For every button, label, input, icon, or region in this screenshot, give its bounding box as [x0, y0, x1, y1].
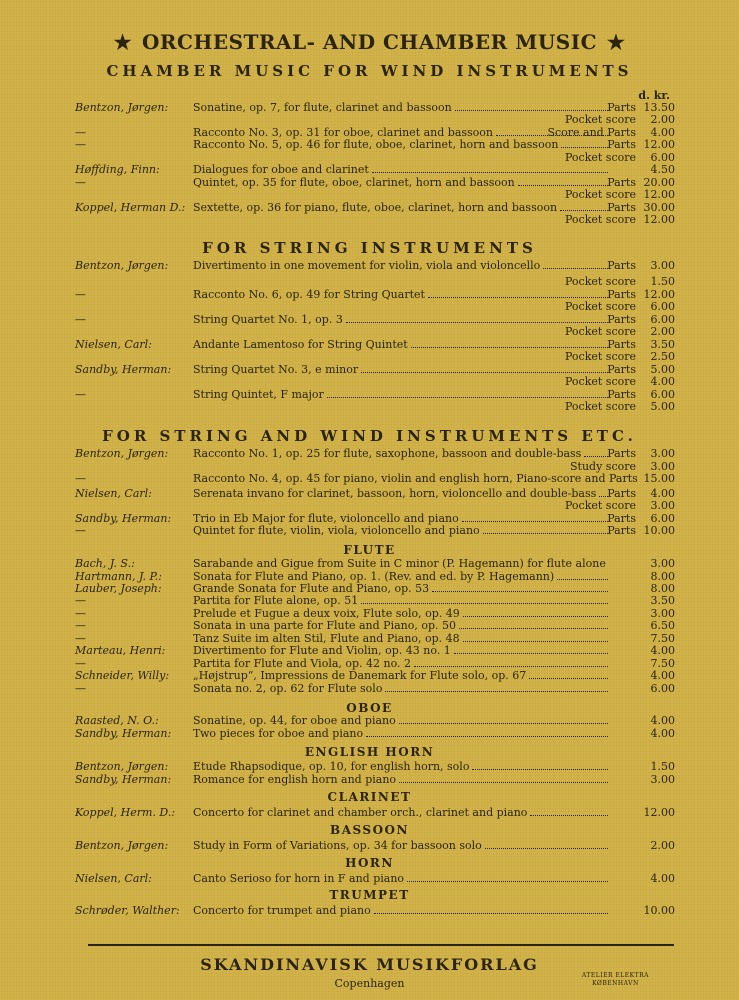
work-title-cell	[193, 872, 611, 885]
table-row	[0, 188, 739, 201]
price: 8.00	[650, 582, 675, 595]
table-row	[0, 682, 739, 695]
price: 20.00	[643, 176, 675, 189]
composer-name: Bentzon, Jørgen:	[75, 839, 169, 852]
composer-name: Bentzon, Jørgen:	[75, 101, 169, 114]
price: 12.00	[643, 288, 675, 301]
work-title: Etude Rhapsodique, op. 10, for english horn, solo	[193, 760, 470, 773]
composer-name: —	[75, 619, 86, 632]
price: 5.00	[650, 363, 675, 376]
composer-name: —	[75, 607, 86, 620]
composer-name: Raasted, N. O.:	[75, 714, 159, 727]
edition-type: Parts	[607, 176, 636, 189]
work-title: Tanz Suite im alten Stil, Flute and Piano, op. 48	[193, 632, 460, 645]
table-row	[0, 138, 739, 151]
dot-leader	[407, 872, 608, 882]
price: 3.50	[650, 594, 675, 607]
section-title-trumpet: TRUMPET	[329, 888, 410, 902]
edition-type: Parts	[607, 101, 636, 114]
section-title-clarinet: CLARINET	[327, 790, 412, 804]
section-title-bassoon: BASSOON	[330, 823, 409, 837]
composer-name: —	[75, 138, 86, 151]
composer-name: Sandby, Herman:	[75, 727, 172, 740]
composer-name: —	[75, 632, 86, 645]
composer-name: Koppel, Herman D.:	[75, 201, 186, 214]
table-row	[0, 773, 739, 786]
work-title: Sextette, op. 36 for piano, flute, oboe, clarinet, horn and bassoon	[193, 201, 558, 214]
work-title: Concerto for trumpet and piano	[193, 904, 371, 917]
dot-leader	[530, 806, 608, 816]
work-title-cell	[193, 619, 611, 632]
work-title: Sonata in una parte for Flute and Piano, op. 50	[193, 619, 457, 632]
edition-type: Study score	[570, 460, 636, 473]
dot-leader	[529, 669, 608, 679]
work-title-cell	[193, 839, 611, 852]
price: 6.00	[650, 313, 675, 326]
work-title-cell	[193, 714, 611, 727]
work-title: Concerto for clarinet and chamber orch., clarinet and piano	[193, 806, 528, 819]
edition-type: Parts	[607, 288, 636, 301]
work-title-cell	[193, 806, 611, 819]
edition-type: Parts	[607, 363, 636, 376]
price: 4.00	[650, 487, 675, 500]
work-title: Dialogues for oboe and clarinet	[193, 163, 369, 176]
price: 2.50	[650, 350, 675, 363]
composer-name: Bach, J. S.:	[75, 557, 135, 570]
price: 12.00	[643, 138, 675, 151]
composer-name: —	[75, 682, 86, 695]
work-title-cell	[193, 727, 611, 740]
edition-type: Parts	[607, 447, 636, 460]
work-title-cell	[193, 760, 611, 773]
dot-leader	[385, 682, 608, 692]
composer-name: Nielsen, Carl:	[75, 487, 152, 500]
page-title	[0, 30, 739, 54]
work-title-cell	[193, 557, 611, 570]
dot-leader	[459, 619, 608, 629]
edition-type: Parts	[607, 388, 636, 401]
table-row	[0, 669, 739, 682]
composer-name: Bentzon, Jørgen:	[75, 447, 169, 460]
work-title: Partita for Flute and Viola, op. 42 no. 2	[193, 657, 412, 670]
work-title: Andante Lamentoso for String Quintet	[193, 338, 408, 351]
price: 3.00	[650, 773, 675, 786]
table-row	[0, 300, 739, 313]
dot-leader	[414, 657, 608, 667]
section-title-wind: CHAMBER MUSIC FOR WIND INSTRUMENTS	[106, 62, 633, 80]
composer-name: Sandby, Herman:	[75, 363, 172, 376]
table-row	[0, 259, 739, 272]
price: 10.00	[643, 524, 675, 537]
price: 7.50	[650, 632, 675, 645]
table-row	[0, 557, 739, 570]
work-title: Study in Form of Variations, op. 34 for bassoon solo	[193, 839, 482, 852]
dot-leader	[463, 607, 608, 617]
composer-name: Sandby, Herman:	[75, 773, 172, 786]
table-row	[0, 619, 739, 632]
stamp-line: ATELIER ELEKTRA	[581, 972, 649, 979]
price: 5.00	[650, 400, 675, 413]
price: 3.00	[650, 259, 675, 272]
work-title: Partita for Flute alone, op. 51	[193, 594, 359, 607]
edition-type: Parts	[607, 138, 636, 151]
table-row	[0, 644, 739, 657]
price: 3.00	[650, 607, 675, 620]
work-title: Prelude et Fugue a deux voix, Flute solo, op. 49	[193, 607, 460, 620]
edition-type: Parts	[607, 338, 636, 351]
work-title: Sonata no. 2, op. 62 for Flute solo	[193, 682, 383, 695]
edition-type: Pocket score	[564, 375, 636, 388]
edition-type: Pocket score	[564, 350, 636, 363]
work-title: Sonata for Flute and Piano, op. 1. (Rev. and ed. by P. Hagemann)	[193, 570, 555, 583]
dot-leader	[454, 644, 608, 654]
work-title: Sonatine, op. 7, for flute, clarinet and bassoon	[193, 101, 452, 114]
work-title-cell	[193, 904, 611, 917]
work-title: Racconto No. 6, op. 49 for String Quartet	[193, 288, 425, 301]
composer-name: Hartmann, J. P.:	[75, 570, 162, 583]
price: 3.00	[650, 460, 675, 473]
edition-type: Pocket score	[564, 300, 636, 313]
price: 6.00	[650, 151, 675, 164]
dot-leader	[399, 714, 608, 724]
table-row	[0, 213, 739, 226]
dot-leader	[432, 582, 608, 592]
table-row	[0, 806, 739, 819]
table-row	[0, 839, 739, 852]
dot-leader	[374, 904, 608, 914]
work-title: Divertimento for Flute and Violin, op. 43 no. 1	[193, 644, 451, 657]
printer-stamp	[582, 972, 649, 988]
price: 3.50	[650, 338, 675, 351]
composer-name: Nielsen, Carl:	[75, 338, 152, 351]
price: 12.00	[643, 188, 675, 201]
work-title-cell	[193, 472, 653, 485]
edition-type: Parts	[607, 512, 636, 525]
dot-leader	[485, 839, 608, 849]
page-title-text: ORCHESTRAL- AND CHAMBER MUSIC	[142, 30, 597, 54]
price: 2.00	[650, 839, 675, 852]
table-row	[0, 350, 739, 363]
work-title: Quintet for flute, violin, viola, violoncello and piano	[193, 524, 480, 537]
dot-leader	[372, 163, 608, 173]
price: 12.00	[643, 213, 675, 226]
stamp-line: KØBENHAVN	[592, 980, 639, 987]
composer-name: Bentzon, Jørgen:	[75, 760, 169, 773]
work-title: Racconto No. 1, op. 25 for flute, saxophone, bassoon and double-bass	[193, 447, 582, 460]
edition-type: Parts	[607, 487, 636, 500]
price: 6.00	[650, 682, 675, 695]
edition-type: Parts	[607, 524, 636, 537]
table-row	[0, 499, 739, 512]
work-title: Racconto No. 3, op. 31 for oboe, clarinet and bassoon	[193, 126, 494, 139]
price: 6.50	[650, 619, 675, 632]
composer-name: Sandby, Herman:	[75, 512, 172, 525]
dot-leader	[361, 594, 608, 604]
composer-name: Schrøder, Walther:	[75, 904, 180, 917]
work-title-cell	[193, 594, 611, 607]
edition-type: Score and Parts	[547, 126, 636, 139]
price: 4.00	[650, 375, 675, 388]
price: 6.00	[650, 388, 675, 401]
composer-name: —	[75, 388, 86, 401]
section-title-english-horn: ENGLISH HORN	[304, 745, 435, 759]
price: 13.50	[643, 101, 675, 114]
work-title: Trio in Eb Major for flute, violoncello and piano	[193, 512, 459, 525]
price: 10.00	[643, 904, 675, 917]
composer-name: —	[75, 313, 86, 326]
price: 4.00	[650, 727, 675, 740]
dot-leader	[472, 760, 608, 770]
table-row	[0, 472, 739, 485]
work-title: Sarabande and Gigue from Suite in C minor (P. Hagemann) for flute alone	[193, 557, 606, 570]
price: 2.00	[650, 113, 675, 126]
composer-name: —	[75, 472, 86, 485]
star-icon: ★	[113, 30, 132, 54]
publisher-city: Copenhagen	[334, 977, 405, 990]
composer-name: Marteau, Henri:	[75, 644, 166, 657]
edition-type: Pocket score	[564, 499, 636, 512]
price: 3.00	[650, 557, 675, 570]
composer-name: Lauber, Joseph:	[75, 582, 162, 595]
work-title: String Quartet No. 1, op. 3	[193, 313, 343, 326]
dot-leader	[399, 773, 608, 783]
table-row	[0, 447, 739, 460]
table-row	[0, 325, 739, 338]
work-title: Racconto No. 4, op. 45 for piano, violin and english horn, Piano-score and Parts	[193, 472, 638, 485]
price: 6.00	[650, 512, 675, 525]
price: 15.00	[643, 472, 675, 485]
work-title: Sonatine, op. 44, for oboe and piano	[193, 714, 396, 727]
price: 8.00	[650, 570, 675, 583]
price: 6.00	[650, 300, 675, 313]
price: 4.00	[650, 714, 675, 727]
section-title-oboe: OBOE	[346, 701, 393, 715]
price: 4.00	[650, 126, 675, 139]
table-row	[0, 113, 739, 126]
section-title-string: FOR STRING INSTRUMENTS	[202, 239, 537, 257]
work-title: Two pieces for oboe and piano	[193, 727, 364, 740]
price: 7.50	[650, 657, 675, 670]
table-row	[0, 524, 739, 537]
composer-name: —	[75, 176, 86, 189]
table-row	[0, 714, 739, 727]
edition-type: Pocket score	[564, 151, 636, 164]
composer-name: Schneider, Willy:	[75, 669, 170, 682]
price: 2.00	[650, 325, 675, 338]
price: 4.50	[650, 163, 675, 176]
edition-type: Pocket score	[564, 275, 636, 288]
price: 4.00	[650, 669, 675, 682]
section-title-horn: HORN	[345, 856, 394, 870]
work-title: Serenata invano for clarinet, bassoon, horn, violoncello and double-bass	[193, 487, 597, 500]
edition-type: Pocket score	[564, 113, 636, 126]
price: 12.00	[643, 806, 675, 819]
dot-leader	[557, 570, 608, 580]
footer-divider	[88, 944, 674, 946]
work-title-cell	[193, 669, 611, 682]
section-title-string-wind: FOR STRING AND WIND INSTRUMENTS ETC.	[102, 427, 637, 445]
table-row	[0, 163, 739, 176]
edition-type: Pocket score	[564, 188, 636, 201]
table-row	[0, 872, 739, 885]
edition-type: Pocket score	[564, 400, 636, 413]
currency-header: d. kr.	[638, 89, 670, 102]
composer-name: Nielsen, Carl:	[75, 872, 152, 885]
work-title: „Højstrup“, Impressions de Danemark for Flute solo, op. 67	[193, 669, 527, 682]
price: 30.00	[643, 201, 675, 214]
work-title: String Quintet, F major	[193, 388, 324, 401]
price: 4.00	[650, 644, 675, 657]
price: 1.50	[650, 275, 675, 288]
dot-leader	[463, 632, 608, 642]
work-title-cell	[193, 773, 611, 786]
table-row	[0, 275, 739, 288]
table-row	[0, 400, 739, 413]
work-title-cell	[193, 163, 611, 176]
work-title-cell	[193, 644, 611, 657]
publisher-name: SKANDINAVISK MUSIKFORLAG	[200, 955, 539, 974]
composer-name: —	[75, 657, 86, 670]
edition-type: Pocket score	[564, 213, 636, 226]
star-icon: ★	[607, 30, 626, 54]
section-title-flute: FLUTE	[343, 543, 396, 557]
work-title: String Quartet No. 3, e minor	[193, 363, 359, 376]
table-row	[0, 760, 739, 773]
table-row	[0, 904, 739, 917]
table-row	[0, 727, 739, 740]
work-title: Romance for english horn and piano	[193, 773, 397, 786]
composer-name: —	[75, 126, 86, 139]
work-title: Canto Serioso for horn in F and piano	[193, 872, 405, 885]
work-title: Racconto No. 5, op. 46 for flute, oboe, clarinet, horn and bassoon	[193, 138, 559, 151]
edition-type: Parts	[607, 259, 636, 272]
work-title: Quintet, op. 35 for flute, oboe, clarinet, horn and bassoon	[193, 176, 515, 189]
work-title: Grande Sonata for Flute and Piano, op. 53	[193, 582, 430, 595]
price: 1.50	[650, 760, 675, 773]
composer-name: Høffding, Finn:	[75, 163, 160, 176]
edition-type: Parts	[607, 201, 636, 214]
composer-name: —	[75, 594, 86, 607]
composer-name: —	[75, 524, 86, 537]
composer-name: Koppel, Herm. D.:	[75, 806, 176, 819]
price: 3.00	[650, 499, 675, 512]
edition-type: Pocket score	[564, 325, 636, 338]
work-title: Divertimento in one movement for violin, viola and violoncello	[193, 259, 541, 272]
dot-leader	[366, 727, 608, 737]
table-row	[0, 375, 739, 388]
price: 3.00	[650, 447, 675, 460]
price: 4.00	[650, 872, 675, 885]
table-row	[0, 594, 739, 607]
work-title-cell	[193, 682, 611, 695]
composer-name: Bentzon, Jørgen:	[75, 259, 169, 272]
edition-type: Parts	[607, 313, 636, 326]
composer-name: —	[75, 288, 86, 301]
